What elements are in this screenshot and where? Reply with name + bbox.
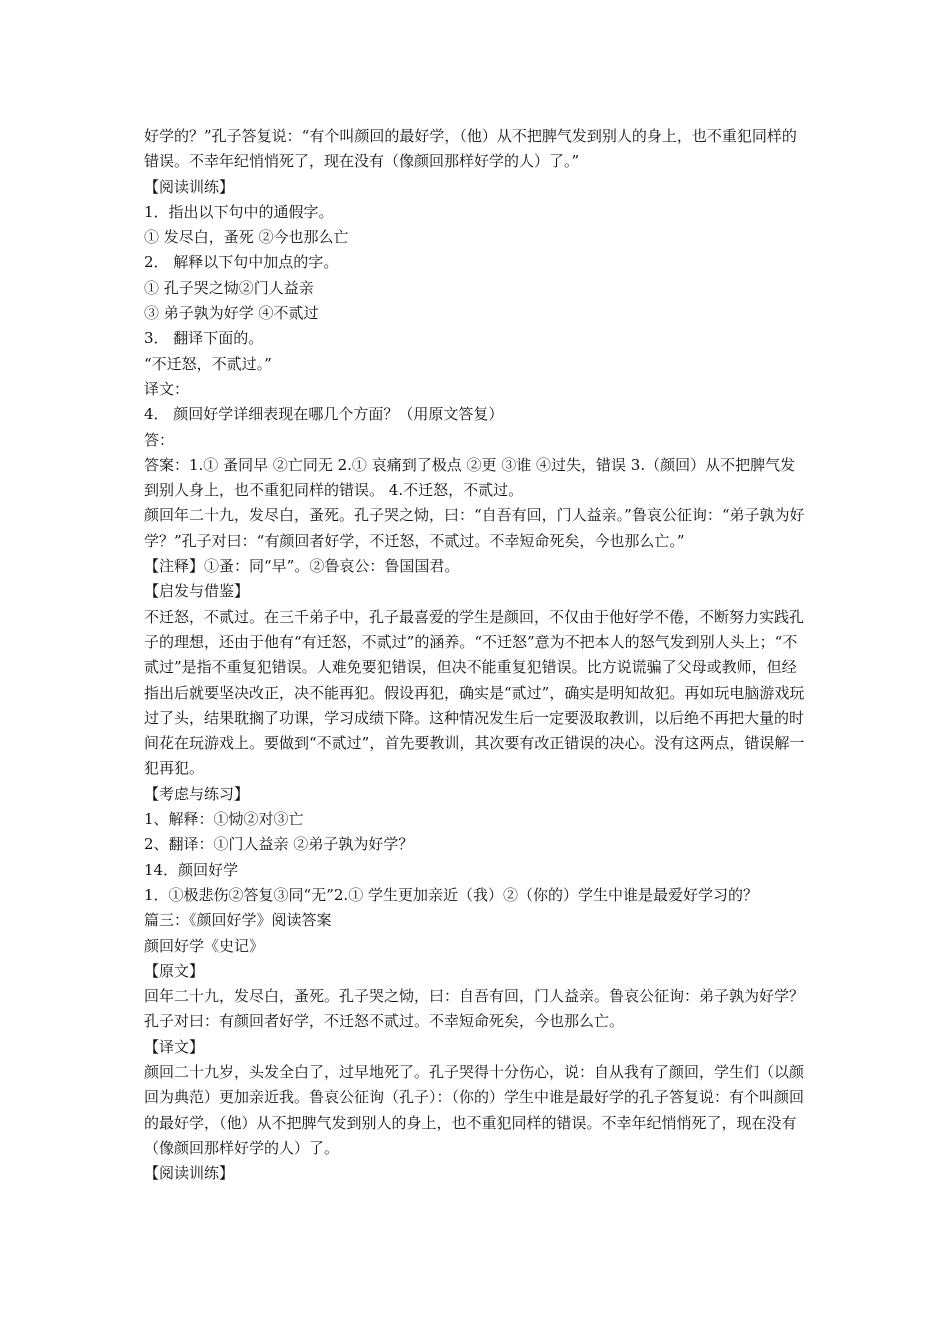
question-item: 2、翻译：①门人益亲 ②弟子孰为好学？ (144, 835, 414, 854)
question-item: “不迁怒，不贰过。” (144, 354, 272, 373)
question-item: 1、解释：①恸②对③亡 (144, 810, 304, 829)
section-title: 篇三：《颜回好学》阅读答案 (144, 911, 332, 930)
question-item: 2． 解释以下句中加点的字。 (144, 253, 339, 272)
question-item: ① 孔子哭之恸②门人益亲 (144, 278, 314, 297)
paragraph: 回年二十九，发尽白，蚤死。孔子哭之恸，曰：自吾有回，门人益亲。鲁哀公征询：弟子孰为好学？孔子对曰：有颜回者好学，不迁怒不贰过。不幸短命死矣，今也那么亡。 (144, 987, 805, 1031)
answer-paragraph: 答案：1.① 蚤同早 ②亡同无 2.① 哀痛到了极点 ②更 ③谁 ④过失，错误 3.（颜回）从不把脾气发到别人身上，也不重犯同样的错误。 4.不迁怒，不贰过。 (144, 455, 796, 500)
paragraph: 好学的？”孔子答复说：“有个叫颜回的最好学，（他）从不把脾气发到别人的身上，也不重犯同样的错误。不幸年纪悄悄死了，现在没有（像颜回那样好学的人）了。” (144, 127, 797, 171)
section-heading: 【启发与借鉴】 (144, 582, 250, 601)
section-heading: 【阅读训练】 (144, 1164, 235, 1183)
question-item: ① 发尽白，蚤死 ②今也那么亡 (144, 228, 349, 247)
paragraph: 不迁怒，不贰过。在三千弟子中，孔子最喜爱的学生是颜回，不仅由于他好学不倦，不断努力实践孔子的理想，还由于他有“有迁怒，不贰过”的涵养。“不迁怒”意为不把本人的怒气发到别人头上；“不贰过”是指不重复犯错误。人难免要犯错误，但决不能重复犯错误。比方说谎骗了父母或教师，但经指出后就要坚决改正，决不能再犯。假设再犯，确实是“贰过”，确实是明知故犯。再如玩电脑游戏玩过了头，结果耽搁了功课，学习成绩下降。这种情况发生后一定要汲取教训，以后绝不再把大量的时间花在玩游戏上。要做到“不贰过”，首先要教训，其次要有改正错误的决心。没有这两点，错误解一犯再犯。 (144, 607, 805, 778)
section-heading: 【考虑与练习】 (144, 784, 250, 803)
answer-paragraph: 1．①极悲伤②答复③同“无”2.① 学生更加亲近（我）②（你的）学生中谁是最爱好学习的？ (144, 885, 758, 904)
question-item: 答： (144, 430, 175, 449)
question-item: 1．指出以下句中的通假字。 (144, 202, 334, 221)
section-heading: 【阅读训练】 (144, 177, 235, 196)
paragraph: 颜回二十九岁，头发全白了，过早地死了。孔子哭得十分伤心，说：自从我有了颜回，学生们（以颜回为典范）更加亲近我。鲁哀公征询（孔子）：（你的）学生中谁是最好学的孔子答复说：有个叫颜回的最好学，（他）从不把脾气发到别人的身上，也不重犯同样的错误。不幸年纪悄悄死了，现在没有（像颜回那样好学的人）了。 (144, 1062, 805, 1157)
document-body (144, 124, 810, 1186)
paragraph: 颜回好学《史记》 (144, 936, 265, 955)
paragraph: 【注释】①蚤：同“早”。②鲁哀公：鲁国国君。 (144, 557, 460, 576)
question-item: 译文： (144, 379, 190, 398)
paragraph: 颜回年二十九，发尽白，蚤死。孔子哭之恸，曰：“自吾有回，门人益亲。”鲁哀公征询：“弟子孰为好学？”孔子对曰：“有颜回者好学，不迁怒，不贰过。不幸短命死矣，今也那么亡。” (144, 506, 805, 550)
section-heading: 【译文】 (144, 1037, 205, 1056)
paragraph: 14．颜回好学 (144, 860, 239, 879)
question-item: 4． 颜回好学详细表现在哪几个方面？（用原文答复） (144, 405, 504, 424)
question-item: ③ 弟子孰为好学 ④不贰过 (144, 304, 319, 323)
question-item: 3． 翻译下面的。 (144, 329, 264, 348)
section-heading: 【原文】 (144, 961, 205, 980)
